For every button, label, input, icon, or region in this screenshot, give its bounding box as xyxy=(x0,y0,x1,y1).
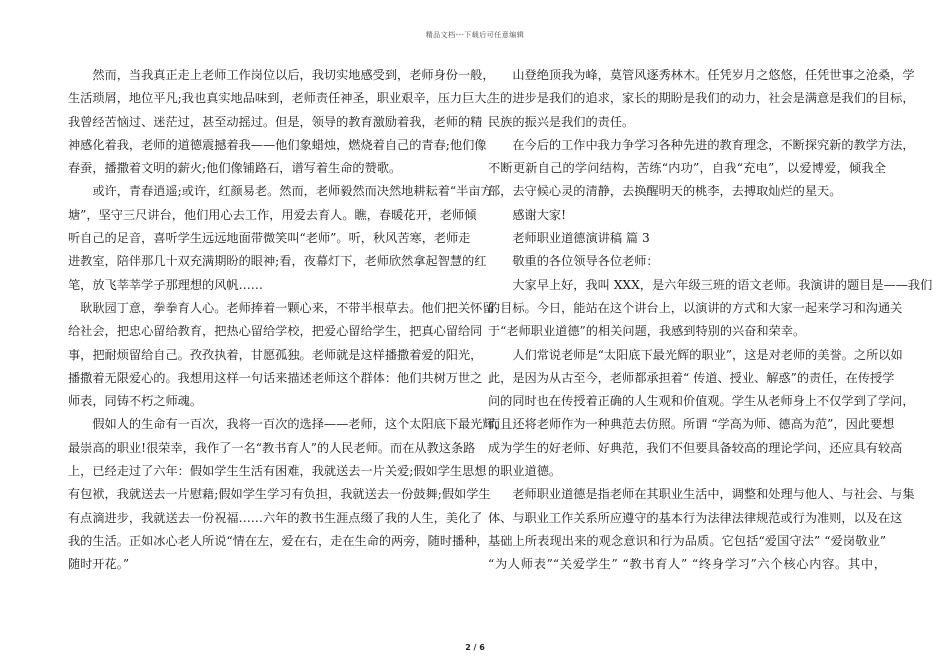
text-line: 假如人的生命有一百次，我将一百次的选择——老师，这个太阳底下最光辉， xyxy=(68,417,507,432)
text-line: 有点滴进步，我就送去一份祝福……六年的教书生涯点缀了我的人生，美化了 xyxy=(68,510,483,525)
right-column xyxy=(488,64,933,577)
text-line: 不断更新自己的学问结构，苦练“内功”，自我“充电”，以爱博爱，倾我全 xyxy=(488,161,886,176)
text-line: 的职业道德。 xyxy=(488,464,562,479)
text-line: 播撒着无限爱心的。我想用这样一句话来描述老师这个群体：他们共树万世之 xyxy=(68,370,483,385)
text-line: 进教室，陪伴那几十双充满期盼的眼神;看，夜幕灯下，老师欣然拿起智慧的红 xyxy=(68,254,487,269)
text-line: 我曾经苦恼过、迷茫过，甚至动摇过。但是，领导的教育激励着我，老师的精 xyxy=(68,114,483,129)
text-line: 的目标。今日，能站在这个讲台上，以演讲的方式和大家一起来学习和沟通关 xyxy=(488,300,903,315)
text-line: 生活琐屑，地位平凡;我也真实地品味到，老师责任神圣，职业艰辛，压力巨大。 xyxy=(68,91,499,106)
text-line: 给社会，把忠心留给教育，把热心留给学校，把爱心留给学生，把真心留给同 xyxy=(68,324,483,339)
text-line: 春蚕，播撒着文明的薪火;他们像铺路石，谱写着生命的赞歌。 xyxy=(68,161,402,176)
text-line: 老师职业道德是指老师在其职业生活中，调整和处理与他人、与社会、与集 xyxy=(488,487,915,502)
text-line: 生的进步是我们的追求，家长的期盼是我们的动力，社会是满意是我们的目标， xyxy=(488,91,915,106)
text-line: 敬重的各位领导各位老师： xyxy=(488,254,659,269)
text-line: 于“老师职业道德”的相关问题，我感到特别的兴奋和荣幸。 xyxy=(488,324,806,339)
text-line: 上，已经走过了六年：假如学生生活有困难，我就送去一片关爱;假如学生思想 xyxy=(68,464,487,479)
text-line: 或许，青春逍遥;或许，红颜易老。然而，老师毅然而决然地耕耘着“半亩方 xyxy=(68,184,493,199)
text-line: 事，把耐烦留给自己。孜孜执着，甘愿孤独。老师就是这样播撒着爱的阳光， xyxy=(68,347,483,362)
page-header: 精品文档---下载后可任意编辑 xyxy=(425,31,525,39)
page-number: 2 / 6 xyxy=(465,643,485,652)
text-line: 我的生活。正如冰心老人所说“情在左，爱在右，走在生命的两旁，随时播种， xyxy=(68,533,489,548)
text-line: 听自己的足音，喜听学生远远地面带微笑叫“老师”。听，秋风苦寒，老师走 xyxy=(68,231,471,246)
text-line: 然而，当我真正走上老师工作岗位以后，我切实地感受到，老师身份一般， xyxy=(68,68,495,82)
text-line: 大家早上好，我叫 XXX，是六年级三班的语文老师。我演讲的题目是——我们 xyxy=(488,277,933,292)
text-line: 笔，放飞莘莘学子那理想的风帆…… xyxy=(68,277,263,292)
text-line: 部，去守候心灵的清静，去换醒明天的桃李，去搏取灿烂的星天。 xyxy=(488,184,842,199)
text-line: 师表，同铸不朽之师魂。 xyxy=(68,394,203,409)
text-line: 最崇高的职业!很荣幸，我作了一名“教书育人”的人民老师。而在从教这条路 xyxy=(68,440,476,455)
text-line: 在今后的工作中我力争学习各种先进的教育理念，不断探究新的教学方法， xyxy=(488,137,915,152)
text-line: 随时开花。” xyxy=(68,557,130,572)
text-line: 民族的振兴是我们的责任。 xyxy=(488,114,635,129)
text-line: 基础上所表现出来的观念意识和行为品质。它包括“爱国守法” “爱岗敬业” xyxy=(488,533,886,548)
text-line: 感谢大家! xyxy=(488,207,567,222)
text-line: 老师职业道德演讲稿 篇 3 xyxy=(488,231,650,246)
text-line: 人们常说老师是“太阳底下最光辉的职业”，这是对老师的美誉。之所以如 xyxy=(488,347,903,362)
text-line: 问的同时也在传授着正确的人生观和价值观。学生从老师身上不仅学到了学问， xyxy=(488,394,915,409)
text-line: 山登绝顶我为峰，莫管风逐秀林木。任凭岁月之悠悠，任凭世事之沧桑，学 xyxy=(488,68,915,82)
text-line: 体、与职业工作关系所应遵守的基本行为法律法律规范或行为准则，以及在这 xyxy=(488,510,903,525)
left-column xyxy=(68,64,507,577)
text-line: “为人师表”“关爱学生” “教书育人” “终身学习”六个核心内容。其中， xyxy=(488,557,886,572)
text-line: 成为学生的好老师、好典范，我们不但要具备较高的理论学问，还应具有较高 xyxy=(488,440,903,455)
text-line: 塘”，坚守三尺讲台，他们用心去工作，用爱去育人。瞧，春暖花开，老师倾 xyxy=(68,207,477,222)
text-line: 耿耿园丁意，拳拳育人心。老师捧着一颗心来，不带半根草去。他们把关怀留 xyxy=(68,300,495,315)
text-line: 有包袱，我就送去一片慰藉;假如学生学习有负担，我就送去一份鼓舞;假如学生 xyxy=(68,487,491,502)
text-line: 而且还将老师作为一种典范去仿照。所谓 “学高为师、德高为范”，因此要想 xyxy=(488,417,895,432)
text-line: 神感化着我，老师的道德震撼着我——他们象蜡烛，燃烧着自己的青春;他们像 xyxy=(68,137,487,152)
text-line: 此，是因为从古至今，老师都承担着“ 传道、授业、解惑”的责任，在传授学 xyxy=(488,370,895,385)
